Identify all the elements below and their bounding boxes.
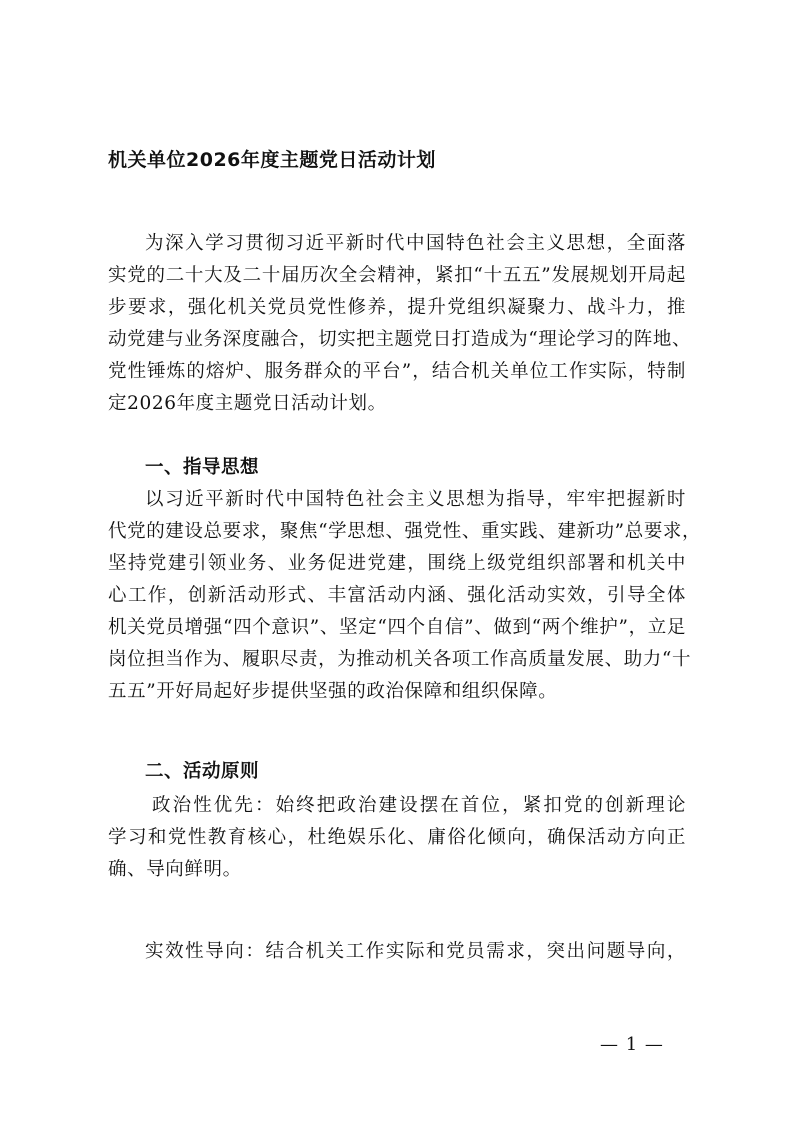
paragraph-line: 坚持党建引领业务、业务促进党建，围绕上级党组织部署和机关中 — [108, 553, 686, 574]
paragraph-line: 确、导向鲜明。 — [108, 859, 242, 880]
intro-line: 实党的二十大及二十届历次全会精神，紧扣“十五五”发展规划开局起 — [108, 265, 686, 286]
paragraph-line: 心工作，创新活动形式、丰富活动内涵、强化活动实效，引导全体 — [108, 585, 686, 606]
section-heading-activity-principles: 二、活动原则 — [145, 761, 260, 782]
intro-line: 定2026年度主题党日活动计划。 — [108, 393, 387, 414]
intro-line: 步要求，强化机关党员党性修养，提升党组织凝聚力、战斗力，推 — [108, 297, 686, 318]
principle-political-paragraph — [108, 790, 686, 886]
document-title: 机关单位2026年度主题党日活动计划 — [108, 149, 436, 171]
intro-paragraph — [108, 228, 692, 420]
intro-line: 为深入学习贯彻习近平新时代中国特色社会主义思想，全面落 — [145, 233, 686, 254]
guiding-ideology-paragraph — [108, 484, 702, 708]
paragraph-line: 岗位担当作为、履职尽责，为推动机关各项工作高质量发展、助力“十 — [108, 649, 692, 670]
intro-line: 党性锤炼的熔炉、服务群众的平台”，结合机关单位工作实际，特制 — [108, 361, 686, 382]
section-heading-guiding-ideology: 一、指导思想 — [145, 457, 260, 478]
paragraph-line: 实效性导向：结合机关工作实际和党员需求，突出问题导向， — [145, 941, 686, 962]
intro-line: 动党建与业务深度融合，切实把主题党日打造成为“理论学习的阵地、 — [108, 329, 692, 350]
principle-effectiveness-paragraph — [108, 936, 686, 968]
paragraph-line: 政治性优先：始终把政治建设摆在首位，紧扣党的创新理论 — [152, 795, 686, 816]
paragraph-line: 代党的建设总要求，聚焦“学思想、强党性、重实践、建新功”总要求， — [108, 521, 702, 542]
paragraph-line: 五五”开好局起好步提供坚强的政治保障和组织保障。 — [108, 681, 558, 702]
page-number: — 1 — — [600, 1034, 664, 1055]
paragraph-line: 以习近平新时代中国特色社会主义思想为指导，牢牢把握新时 — [145, 489, 686, 510]
paragraph-line: 学习和党性教育核心，杜绝娱乐化、庸俗化倾向，确保活动方向正 — [108, 827, 686, 848]
paragraph-line: 机关党员增强“四个意识”、坚定“四个自信”、做到“两个维护”，立足 — [108, 617, 686, 638]
